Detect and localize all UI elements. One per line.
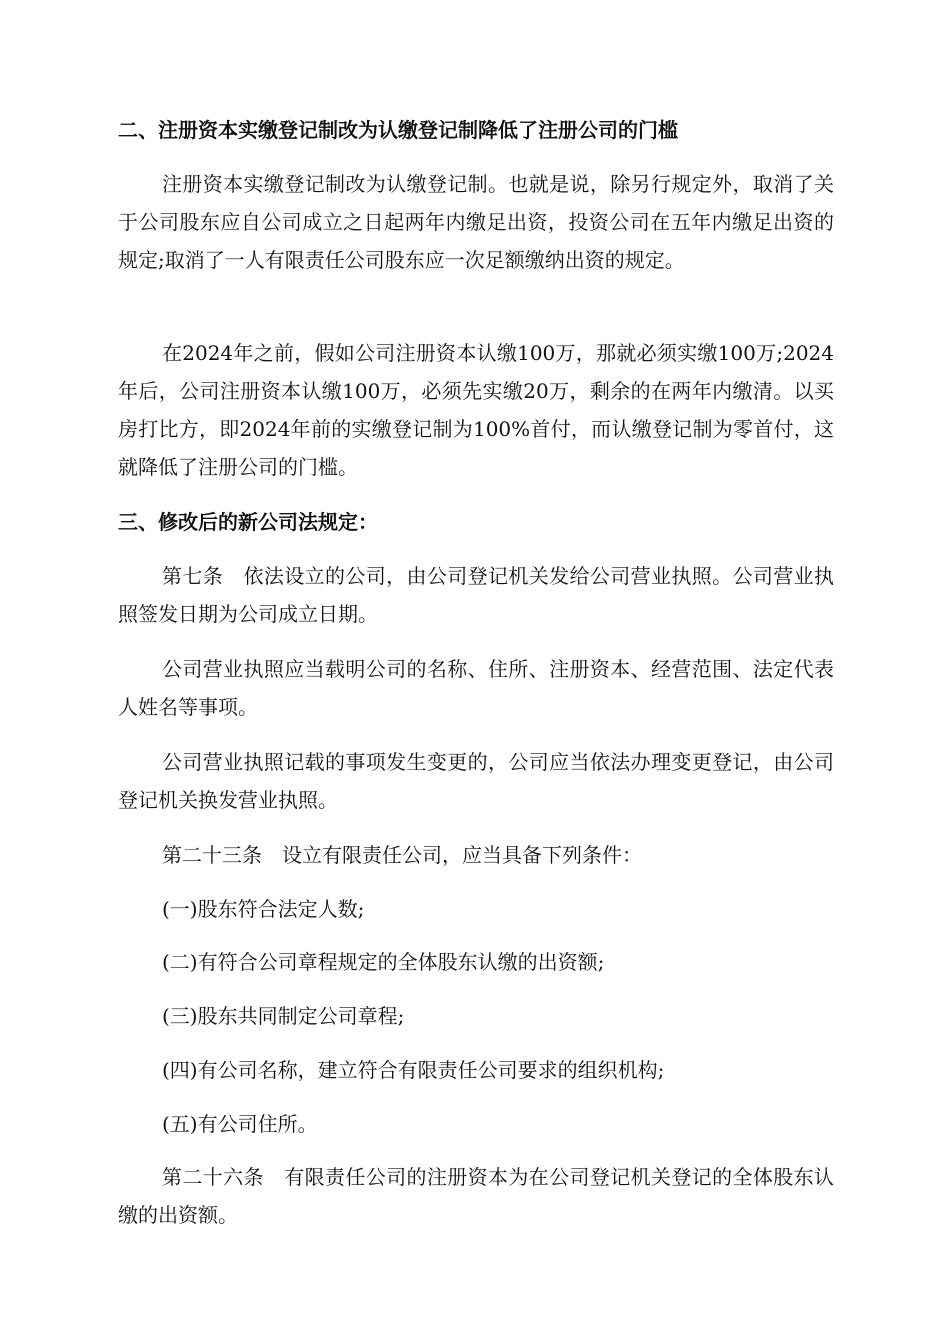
license-change-paragraph: 公司营业执照记载的事项发生变更的，公司应当依法办理变更登记，由公司登记机关换发营业执照。 [118, 750, 834, 812]
condition-item-3: (三)股东共同制定公司章程; [162, 1004, 405, 1028]
condition-item-5: (五)有公司住所。 [162, 1112, 318, 1136]
section-2-paragraph-2: 在2024年之前，假如公司注册资本认缴100万，那就必须实缴100万;2024年后，公司注册资本认缴100万，必须先实缴20万，剩余的在两年内缴清。以买房打比方，即2024年前的实缴登记制为100%首付，而认缴登记制为零首付，这就降低了注册公司的门槛。 [118, 341, 834, 479]
article-26-paragraph: 第二十六条 有限责任公司的注册资本为在公司登记机关登记的全体股东认缴的出资额。 [118, 1165, 834, 1227]
license-content-paragraph: 公司营业执照应当载明公司的名称、住所、注册资本、经营范围、法定代表人姓名等事项。 [118, 657, 834, 719]
article-23-paragraph: 第二十三条 设立有限责任公司，应当具备下列条件： [162, 843, 642, 867]
article-7-paragraph: 第七条 依法设立的公司，由公司登记机关发给公司营业执照。公司营业执照签发日期为公司成立日期。 [118, 564, 834, 626]
condition-item-1: (一)股东符合法定人数; [162, 897, 365, 921]
section-3-heading: 三、修改后的新公司法规定： [118, 510, 378, 534]
section-2-paragraph-1: 注册资本实缴登记制改为认缴登记制。也就是说，除另行规定外，取消了关于公司股东应自公司成立之日起两年内缴足出资，投资公司在五年内缴足出资的规定;取消了一人有限责任公司股东应一次足额缴纳出资的规定。 [118, 172, 834, 272]
condition-item-2: (二)有符合公司章程规定的全体股东认缴的出资额; [162, 950, 605, 974]
section-2-heading: 二、注册资本实缴登记制改为认缴登记制降低了注册公司的门槛 [118, 118, 678, 142]
condition-item-4: (四)有公司名称，建立符合有限责任公司要求的组织机构; [162, 1058, 665, 1082]
